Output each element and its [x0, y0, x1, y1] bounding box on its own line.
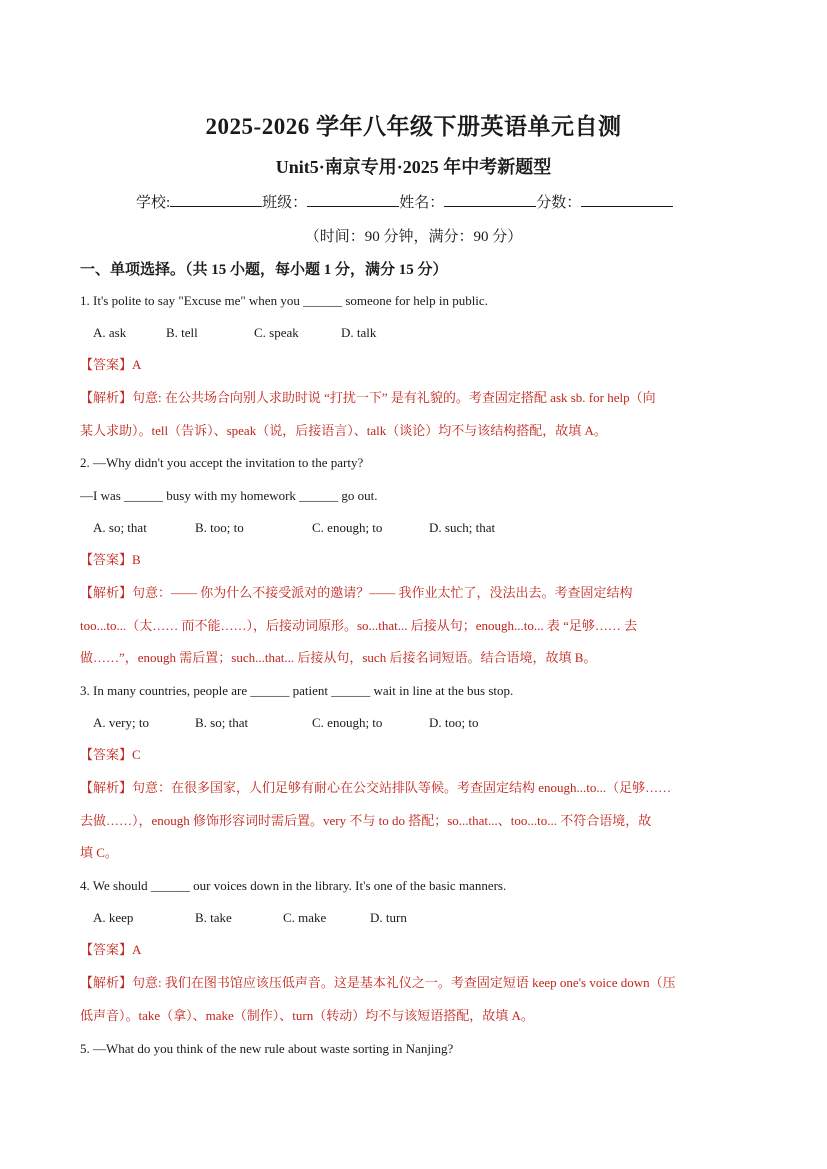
answer-line — [80, 551, 141, 569]
option-a: A. ask — [93, 325, 127, 340]
analysis-tag: 【解析】 — [80, 585, 133, 600]
answer-value: C — [132, 747, 141, 762]
option-a: A. very; to — [93, 715, 149, 730]
analysis-line — [80, 584, 633, 602]
analysis-line: 某人求助）。tell（告诉）、speak（说，后接语言）、talk（谈论）均不与该结构搭配，故填 A。 — [80, 423, 607, 438]
analysis-text: 句意：—— 你为什么不接受派对的邀请？—— 我作业太忙了，没法出去。考查固定结构 — [132, 585, 633, 600]
school-label: 学校: — [136, 195, 171, 211]
analysis-tag: 【解析】 — [80, 780, 133, 795]
option-c: C. speak — [254, 325, 299, 340]
class-label: 班级： — [262, 195, 308, 211]
option-b: B. too; to — [195, 520, 244, 535]
question-stem: 3. In many countries, people are ______ patient ______ wait in line at the bus stop. — [80, 683, 514, 698]
page-title: 2025-2026 学年八年级下册英语单元自测 — [205, 114, 622, 139]
school-field[interactable] — [170, 192, 262, 207]
page-subtitle: Unit5·南京专用·2025 年中考新题型 — [275, 157, 552, 177]
option-c: C. make — [283, 910, 327, 925]
question-stem: —I was ______ busy with my homework ______ go out. — [80, 488, 378, 503]
answer-value: A — [132, 942, 142, 957]
option-b: B. tell — [166, 325, 198, 340]
time-info: （时间：90 分钟，满分：90 分） — [304, 229, 523, 245]
option-b: B. take — [195, 910, 232, 925]
option-a: A. keep — [93, 910, 134, 925]
analysis-tag: 【解析】 — [80, 390, 133, 405]
section-heading: 一、单项选择。（共 15 小题，每小题 1 分，满分 15 分） — [80, 262, 448, 278]
option-b: B. so; that — [195, 715, 249, 730]
option-list — [93, 909, 407, 927]
answer-value: B — [132, 552, 141, 567]
answer-value: A — [132, 357, 142, 372]
name-label: 姓名： — [399, 195, 445, 211]
class-field[interactable] — [307, 192, 399, 207]
option-c: C. enough; to — [312, 715, 383, 730]
analysis-text: 句意: 我们在图书馆应该压低声音。这是基本礼仪之一。考查固定短语 keep one's voice down（压 — [132, 975, 676, 990]
answer-line — [80, 941, 141, 959]
option-d: D. such; that — [429, 520, 496, 535]
score-field[interactable] — [581, 192, 673, 207]
option-a: A. so; that — [93, 520, 147, 535]
answer-line — [80, 746, 141, 764]
answer-tag: 【答案】 — [80, 942, 133, 957]
option-list — [93, 324, 376, 342]
analysis-line — [80, 779, 671, 797]
answer-tag: 【答案】 — [80, 552, 133, 567]
student-info-row — [136, 191, 673, 212]
name-field[interactable] — [444, 192, 536, 207]
option-d: D. too; to — [429, 715, 479, 730]
question-stem: 2. —Why didn't you accept the invitation to the party? — [80, 455, 364, 470]
question-stem: 4. We should ______ our voices down in the library. It's one of the basic manners. — [80, 878, 507, 893]
analysis-line: 做……”，enough 需后置；such...that... 后接从句，such 后接名词短语。结合语境，故填 B。 — [80, 650, 597, 665]
option-d: D. talk — [341, 325, 377, 340]
analysis-line: 去做……），enough 修饰形容词时需后置。very 不与 to do 搭配；so...that...、too...to... 不符合语境，故 — [80, 813, 652, 828]
answer-tag: 【答案】 — [80, 357, 133, 372]
option-list — [93, 714, 478, 732]
analysis-tag: 【解析】 — [80, 975, 133, 990]
analysis-text: 句意：在很多国家，人们足够有耐心在公交站排队等候。考查固定结构 enough...to...（足够…… — [132, 780, 672, 795]
question-stem: 5. —What do you think of the new rule about waste sorting in Nanjing? — [80, 1041, 454, 1056]
score-label: 分数： — [536, 195, 582, 211]
question-stem: 1. It's polite to say "Excuse me" when you ______ someone for help in public. — [80, 293, 488, 308]
analysis-line: 低声音）。take（拿）、make（制作）、turn（转动）均不与该短语搭配，故填 A。 — [80, 1008, 534, 1023]
analysis-text: 句意: 在公共场合向别人求助时说 “打扰一下” 是有礼貌的。考查固定搭配 ask sb. for help（向 — [132, 390, 656, 405]
option-list — [93, 519, 495, 537]
analysis-line: 填 C。 — [80, 845, 118, 860]
answer-tag: 【答案】 — [80, 747, 133, 762]
option-c: C. enough; to — [312, 520, 383, 535]
option-d: D. turn — [370, 910, 407, 925]
analysis-line — [80, 974, 676, 992]
answer-line — [80, 356, 141, 374]
analysis-line: too...to...（太…… 而不能……），后接动词原形。so...that... 后接从句；enough...to... 表 “足够…… 去 — [80, 618, 638, 633]
analysis-line — [80, 389, 656, 407]
